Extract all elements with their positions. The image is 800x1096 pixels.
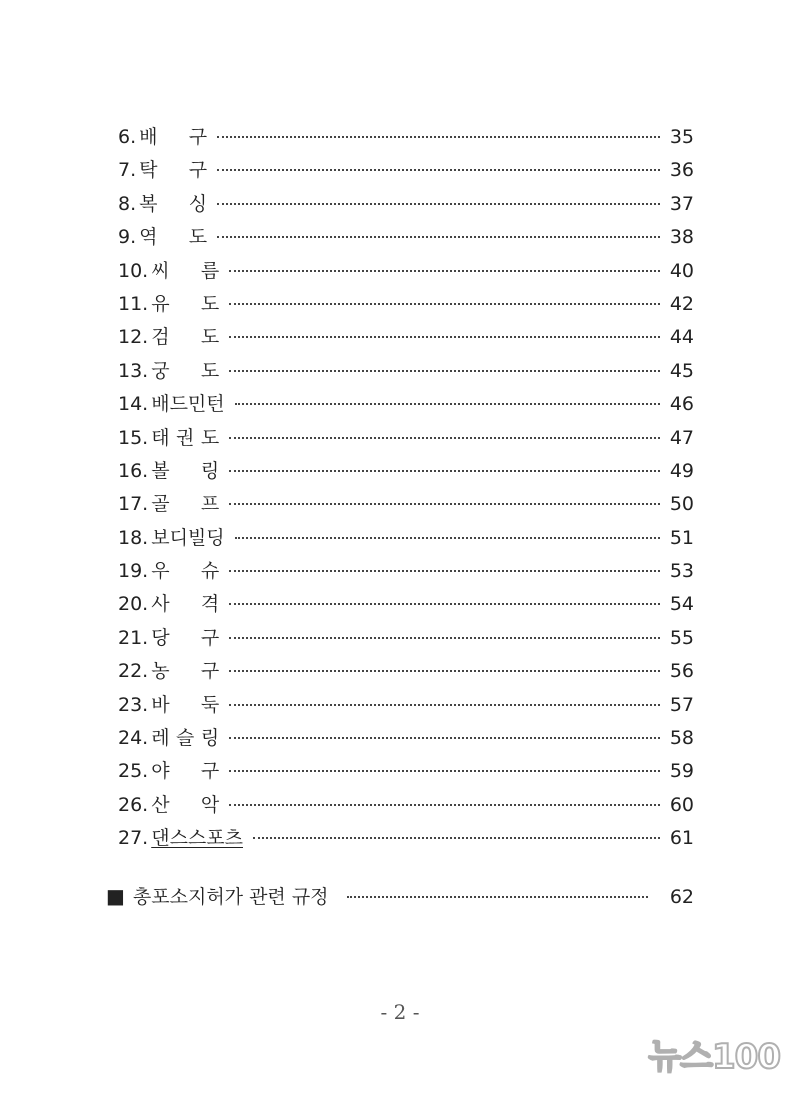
toc-entry-title: 검 도 [151, 326, 220, 349]
toc-entry-label [118, 488, 219, 521]
toc-entry [118, 655, 694, 688]
toc-entry [118, 288, 694, 321]
dot-leader [229, 603, 660, 605]
dot-leader [229, 770, 660, 772]
toc-entry-title: 산 악 [151, 793, 220, 816]
toc-entry-number: 24. [118, 727, 149, 750]
toc-entry-label [118, 288, 219, 321]
toc-entry-title: 탁 구 [139, 159, 208, 182]
toc-entry-page: 40 [669, 259, 694, 282]
toc-entry [118, 121, 694, 154]
dot-leader [229, 370, 660, 372]
toc-entry [118, 689, 694, 722]
toc-entry-title: 야 구 [151, 760, 220, 783]
toc-entry-page: 54 [669, 593, 694, 616]
toc-entry [118, 722, 694, 755]
toc-entry-title: 복 싱 [139, 192, 208, 215]
toc-entry [118, 188, 694, 221]
toc-entry [118, 422, 694, 455]
toc-entry-page: 45 [669, 359, 694, 382]
toc-entry-page: 59 [669, 760, 694, 783]
toc-entry-number: 7. [118, 159, 137, 182]
toc-entry-title: 볼 링 [151, 459, 220, 482]
toc-entry-number: 8. [118, 192, 137, 215]
toc-entry [118, 822, 694, 855]
toc-entry-number: 10. [118, 259, 149, 282]
toc-entry [118, 388, 694, 421]
toc-section-label [106, 880, 329, 914]
toc-entry [118, 221, 694, 254]
page-number: - 2 - [380, 1000, 420, 1024]
toc-entry-label [118, 121, 207, 154]
toc-entry-page: 56 [669, 660, 694, 683]
toc-entry-number: 13. [118, 359, 149, 382]
toc-entry-label [118, 588, 219, 621]
toc-entry [118, 588, 694, 621]
toc-entry-page: 55 [669, 626, 694, 649]
toc-entry-number: 27. [118, 827, 149, 850]
toc-entry-label [118, 455, 219, 488]
toc-entry-page: 44 [669, 326, 694, 349]
toc-entry-number: 17. [118, 493, 149, 516]
dot-leader [217, 136, 660, 138]
toc-entry-title: 댄스스포츠 [151, 827, 243, 850]
toc-entry-title: 역 도 [139, 226, 208, 249]
toc-entry-label [118, 355, 219, 388]
dot-leader [229, 336, 660, 338]
dot-leader [347, 896, 648, 898]
toc-entry [118, 255, 694, 288]
toc-entry [118, 321, 694, 354]
toc-entry-title: 당 구 [151, 626, 220, 649]
toc-entry-page: 49 [669, 459, 694, 482]
toc-entry-title: 씨 름 [151, 259, 220, 282]
toc-entry-page: 38 [669, 226, 694, 249]
square-bullet-icon: ■ [106, 883, 125, 908]
dot-leader [229, 570, 660, 572]
toc-entry-number: 18. [118, 526, 149, 549]
toc-entry-title: 레 슬 링 [151, 727, 220, 750]
toc-entry-page: 50 [669, 493, 694, 516]
toc-entry-title: 사 격 [151, 593, 220, 616]
toc-entry-page: 46 [669, 393, 694, 416]
toc-entry-number: 16. [118, 459, 149, 482]
toc-entry-title: 농 구 [151, 660, 220, 683]
toc-entry-page: 57 [669, 693, 694, 716]
toc-entry [118, 622, 694, 655]
dot-leader [229, 670, 660, 672]
toc-entry-label [118, 321, 219, 354]
toc-entry [118, 455, 694, 488]
dot-leader [229, 303, 660, 305]
toc-entry-number: 9. [118, 226, 137, 249]
toc-entry-title: 골 프 [151, 493, 220, 516]
toc-section-page: 62 [669, 885, 694, 908]
toc-entry-number: 25. [118, 760, 149, 783]
toc-entry [118, 789, 694, 822]
dot-leader [229, 637, 660, 639]
dot-leader [217, 203, 660, 205]
toc-entry-page: 53 [669, 560, 694, 583]
dot-leader [229, 737, 660, 739]
toc-entry-page: 60 [669, 793, 694, 816]
toc-entry-label [118, 689, 219, 722]
toc-entry [118, 488, 694, 521]
toc-entry-page: 61 [669, 827, 694, 850]
dot-leader [229, 437, 660, 439]
toc-section-title: 총포소지허가 관련 규정 [132, 885, 329, 908]
toc-entry-number: 6. [118, 126, 137, 148]
toc-entry-page: 51 [669, 526, 694, 549]
toc-entry-number: 23. [118, 693, 149, 716]
toc-entry-number: 20. [118, 593, 149, 616]
toc-entry [118, 522, 694, 555]
toc-entry-number: 12. [118, 326, 149, 349]
toc-entry-label [118, 722, 219, 755]
dot-leader [229, 804, 660, 806]
toc-entry-page: 37 [669, 192, 694, 215]
toc-entry-label [118, 422, 219, 455]
toc-entry-label [118, 655, 219, 688]
toc-entry-page: 36 [669, 159, 694, 182]
toc-entry-label [118, 622, 219, 655]
toc-entry-label [118, 188, 207, 221]
toc-entry-page: 35 [669, 126, 694, 148]
toc-entry-number: 22. [118, 660, 149, 683]
toc-entry-page: 58 [669, 727, 694, 750]
toc-entry-label [118, 221, 207, 254]
toc-entry-label [118, 555, 219, 588]
toc-entry-number: 21. [118, 626, 149, 649]
toc-entry-label [118, 154, 207, 187]
toc-entry-number: 15. [118, 426, 149, 449]
dot-leader [253, 837, 660, 839]
dot-leader [235, 537, 660, 539]
toc-entry [118, 355, 694, 388]
toc-entry-page: 42 [669, 292, 694, 315]
dot-leader [229, 470, 660, 472]
toc-entry-title: 바 둑 [151, 693, 220, 716]
dot-leader [229, 704, 660, 706]
toc-entry-title: 태 권 도 [151, 426, 220, 449]
toc-entry [118, 555, 694, 588]
toc-entry-number: 14. [118, 393, 149, 416]
toc-entry-number: 26. [118, 793, 149, 816]
toc-entry [118, 755, 694, 788]
toc-entry-title: 배 구 [139, 126, 208, 148]
dot-leader [217, 169, 660, 171]
dot-leader [217, 236, 660, 238]
toc-entry-title: 유 도 [151, 292, 220, 315]
toc-entry-label [118, 522, 225, 555]
toc-entry-label [118, 822, 243, 855]
toc-entry-title: 우 슈 [151, 560, 220, 583]
toc-entry-number: 11. [118, 292, 149, 315]
dot-leader [229, 503, 660, 505]
toc-entry [118, 154, 694, 187]
toc-entry-title: 보디빌딩 [151, 526, 225, 549]
toc-entry-label [118, 388, 225, 421]
table-of-contents [106, 121, 694, 913]
dot-leader [235, 403, 660, 405]
toc-entry-label [118, 255, 219, 288]
toc-entry-label [118, 789, 219, 822]
toc-entry-title: 배드민턴 [151, 393, 225, 416]
toc-entry-number: 19. [118, 560, 149, 583]
toc-section-entry [106, 880, 694, 913]
dot-leader [229, 270, 660, 272]
toc-entry-label [118, 755, 219, 788]
watermark-logo: 뉴스100 [648, 1037, 780, 1077]
toc-entry-page: 47 [669, 426, 694, 449]
toc-entry-title: 궁 도 [151, 359, 220, 382]
